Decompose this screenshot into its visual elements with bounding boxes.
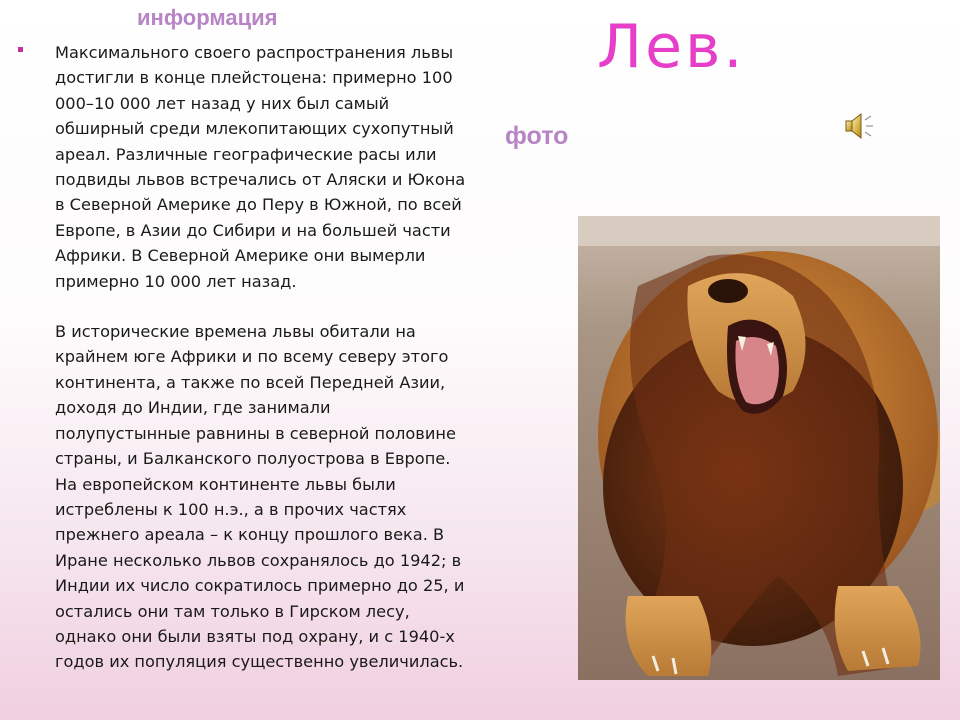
slide-title: Лев. [597, 12, 746, 82]
bullet-marker [18, 47, 23, 52]
paragraph-history: В исторические времена львы обитали на крайнем юге Африки и по всему северу этого континента, а также по всей Передней Азии, доходя до Индии, где занимали полупустынные равнины в северной половине страны, и Балканского полуострова в Европе. На европейском континенте львы были истреблены к 100 н.э., а в прочих частях прежнего ареала – к концу прошлого века. В Иране несколько львов сохранялось до 1942; в Индии их число сократилось примерно до 25, и остались они там только в Гирском лесу, однако они были взяты под охрану, и с 1940-х годов их популяция существенно увеличилась. [55, 322, 465, 672]
photo-link[interactable]: фото [505, 122, 569, 150]
paragraph-range: Максимального своего распространения львы достигли в конце плейстоцена: примерно 100 000–10 000 лет назад у них был самый обширный среди млекопитающих сухопутный ареал. Различные географические расы или подвиды львов встречались от Аляски и Юкона в Северной Америке до Перу в Южной, по всей Европе, в Азии до Сибири и на большей части Африки. В Северной Америке они вымерли примерно 10 000 лет назад. [55, 43, 466, 291]
info-link[interactable]: информация [137, 5, 278, 30]
speaker-icon[interactable] [842, 110, 874, 142]
lion-photo [578, 216, 940, 680]
body-text [55, 40, 495, 675]
